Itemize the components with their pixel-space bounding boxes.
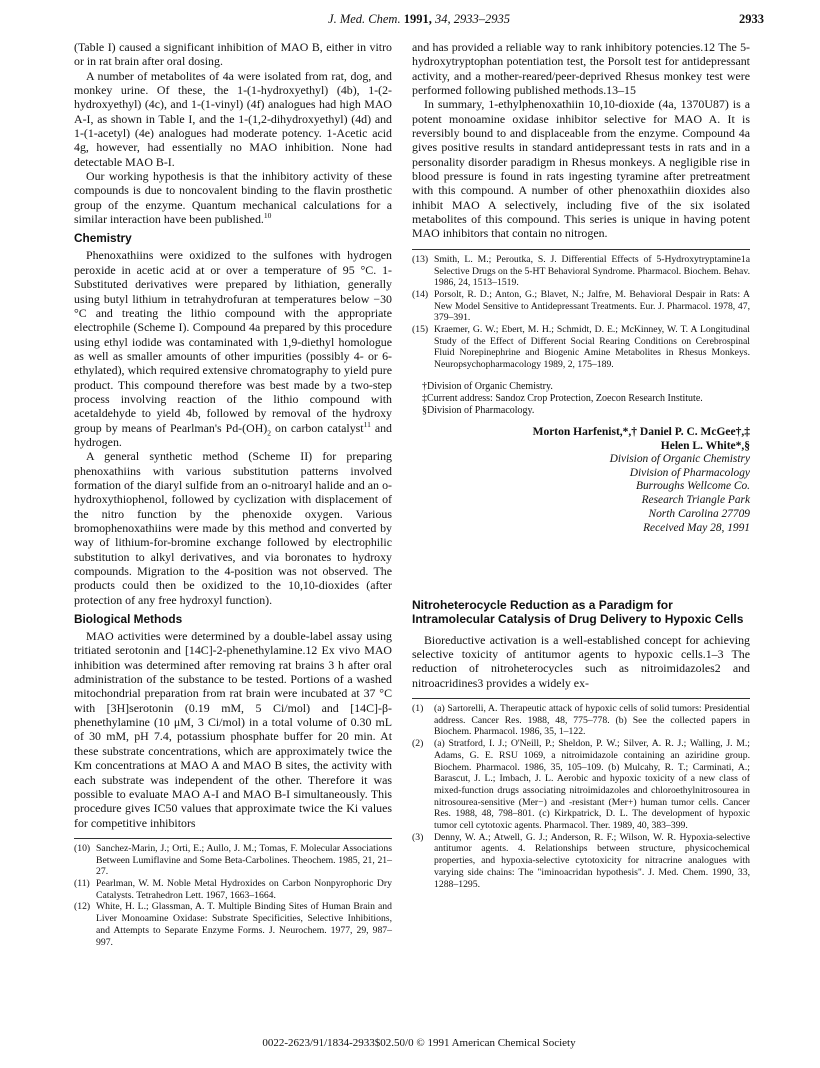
received-date: Received May 28, 1991 <box>643 521 750 534</box>
citation-sup: 10 <box>263 211 272 221</box>
ref-text: White, H. L.; Glassman, A. T. Multiple Binding Sites of Human Brain and Liver Monoamine Oxidase: Substrate Specificities, Selective Inhibitions, and Attempts to Separate Enzyme Forms. J. Neurochem. 1977, 29, 987–997. <box>96 901 392 948</box>
paragraph: A general synthetic method (Scheme II) for preparing phenoxathiins with various substitution patterns involved formation of the diaryl sulfide from an o-nitroaryl halide and an o-hydroxythiophenol, followed by cyclization with displacement of the nitro function by the phenoxide oxygen. Various bromophenoxathiins were made by this method and converted by way of lithium-for-bromine exchange followed by electrophilic substitution to alkyl derivatives, and via boronates to hydroxy compounds. Migration to the 4-position was not observed. The products could then be oxidized to the 10,10-dioxides (after protection of any free hydroxyl function). <box>74 449 392 607</box>
reference-list <box>412 698 750 890</box>
journal-volume: 34, <box>434 12 451 26</box>
affiliation-block <box>412 453 750 536</box>
paragraph <box>74 248 392 449</box>
affiliation-line: North Carolina 27709 <box>648 508 750 521</box>
ref-number: (3) <box>412 831 424 843</box>
reference-item <box>412 738 750 832</box>
footnote: ‡Current address: Sandoz Crop Protection, Zoecon Research Institute. <box>422 392 703 404</box>
journal-pages: 2933–2935 <box>453 12 510 26</box>
section-heading-biological-methods: Biological Methods <box>74 612 183 627</box>
reference-list <box>412 249 750 371</box>
affiliation-footnotes <box>412 381 750 417</box>
ref-number: (14) <box>412 288 429 300</box>
subscript: 2 <box>267 427 271 437</box>
paragraph-text: on carbon catalyst <box>271 420 364 435</box>
ref-number: (11) <box>74 877 90 889</box>
ref-number: (10) <box>74 842 91 854</box>
ref-text: Sanchez-Marin, J.; Orti, E.; Aullo, J. M.; Tomas, F. Molecular Associations Between Lumiflavine and Some Beta-Carbolines. Theochem. 1985, 21, 21–27. <box>96 842 392 878</box>
reference-item <box>74 843 392 878</box>
communication-title: Nitroheterocycle Reduction as a Paradigm for Intramolecular Catalysis of Drug Delivery to Hypoxic Cells <box>412 597 744 627</box>
section-heading-chemistry: Chemistry <box>74 231 132 246</box>
reference-item <box>412 832 750 891</box>
ref-number: (2) <box>412 738 424 750</box>
footnote: †Division of Organic Chemistry. <box>422 380 553 392</box>
paragraph: MAO activities were determined by a double-label assay using tritiated serotonin and [14C]-2-phenethylamine.12 Ex vivo MAO inhibition was determined after removing rat brains 3 h after oral administration of the substance to be tested. Portions of a washed mitochondrial preparation from rat brain were incubated at 37 °C with [3H]serotonin (0.19 mM, 5 Ci/mol) and [14C]-β-phenethylamine (10 μM, 3 Ci/mol) in a total volume of 0.30 mL of 30 mM, pH 7.4, potassium phosphate buffer for 20 min. At these substrate concentrations, which are approximately twice the Km concentrations at MAO A and MAO B sites, the activity with each substrate was independent of the other. Therefore it was possible to evaluate MAO A-I and MAO B-I simultaneously. This procedure gives IC50 values that approximate twice the Ki values for competitive inhibitors <box>74 629 392 830</box>
paragraph-text: Our working hypothesis is that the inhibitory activity of these compounds is due to noncovalent binding to the flavin prosthetic group of the enzyme. Quantum mechanical calculations for a similar interaction have been published. <box>74 169 392 227</box>
footnote: §Division of Pharmacology. <box>422 404 535 416</box>
ref-text: Denny, W. A.; Atwell, G. J.; Anderson, R. F.; Wilson, W. R. Hypoxia-selective antitumor agents. 4. Relationships between structure, physicochemical properties, and hypoxia-selective cytotoxicity for nitracrine analogues with varying side chains: The "iminoacridan hypothesis". J. Med. Chem. 1990, 33, 1288–1295. <box>434 831 750 890</box>
paragraph: A number of metabolites of 4a were isolated from rat, dog, and monkey urine. Of these, the 1-(1-hydroxyethyl) (4b), 1-(2-hydroxyethyl) (4c), and 1-(1-vinyl) (4f) analogues had high MAO A-I, as shown in Table I, and the 1-(1,2-dihydroxyethyl) (4d) and 1-(1-acetyl) (4e) analogues had moderate potency. 1-Acetic acid 4g, however, had essentially no MAO inhibition. None had detectable MAO B-I. <box>74 68 392 169</box>
citation-sup: 11 <box>363 419 371 429</box>
copyright-line: 0022-2623/91/1834-2933$02.50/0 © 1991 American Chemical Society <box>262 1037 576 1049</box>
running-header <box>74 12 764 32</box>
reference-item <box>412 703 750 738</box>
ref-number: (15) <box>412 324 429 336</box>
paragraph-text: Phenoxathiins were oxidized to the sulfones with hydrogen peroxide in acetic acid at or over a temperature of 95 °C. 1-Substituted derivatives were prepared by lithiation, generally using butyl lithium in tetrahydrofuran at temperatures below −30 °C and treating the lithio compound with the appropriate electrophile (Scheme I). Compound 4a prepared by this procedure using ethyl iodide was contaminated with 1,9-diethyl homologue as well as smaller amounts of other impurities (possibly 4- or 6-ethylated), which required extensive chromatography to yield pure product. This compound therefore was best made by a two-step process involving reaction of the lithio compound with acetaldehyde to yield 4b, followed by removal of the hydroxy group by means of Pearlman's Pd-(OH) <box>74 248 392 435</box>
journal-year: 1991, <box>403 12 432 26</box>
reference-list <box>74 838 392 948</box>
ref-number: (1) <box>412 703 424 714</box>
author-names: Morton Harfenist,*,† Daniel P. C. McGee†,‡ <box>532 425 750 438</box>
paragraph: and has provided a reliable way to rank inhibitory potencies.12 The 5-hydroxytryptophan potentiation test, the Porsolt test for antidepressant activity, and a mother-reared/peer-deprived Rhesus monkey test were performed following published methods.13–15 <box>412 40 750 98</box>
affiliation-line: Burroughs Wellcome Co. <box>635 480 750 493</box>
paragraph: Bioreductive activation is a well-established concept for achieving selective toxicity of antitumor agents to hypoxic cells.1–3 The reduction of nitroheterocycles such as nitroimidazoles2 and nitroacridines3 provides a widely ex- <box>412 632 750 690</box>
ref-number: (12) <box>74 901 91 913</box>
reference-item <box>412 324 750 371</box>
ref-number: (13) <box>412 253 429 265</box>
reference-item <box>412 254 750 289</box>
author-block <box>412 425 750 453</box>
ref-text: (a) Sartorelli, A. Therapeutic attack of hypoxic cells of solid tumors: Presidential address. Cancer Res. 1988, 48, 775–778. (b) See the collected papers in Biochem. Pharmacol. 1986, 35, 1–122. <box>434 703 750 738</box>
paragraph <box>74 169 392 226</box>
ref-text: Pearlman, W. M. Noble Metal Hydroxides on Carbon Nonpyrophoric Dry Catalysts. Tetrahedron Lett. 1967, 1663–1664. <box>96 877 392 901</box>
affiliation-line: Division of Pharmacology <box>629 466 750 479</box>
paragraph: (Table I) caused a significant inhibition of MAO B, either in vitro or in rat brain after oral dosing. <box>74 40 392 69</box>
paragraph-text: and hydrogen. <box>74 420 393 449</box>
journal-citation <box>74 12 764 27</box>
ref-text: Smith, L. M.; Peroutka, S. J. Differential Effects of 5-Hydroxytryptamine1a Selective Drugs on the 5-HT Behavioral Syndrome. Pharmacol. Biochem. Behav. 1986, 24, 1513–1519. <box>434 253 750 289</box>
reference-item <box>412 289 750 324</box>
left-column <box>74 40 392 948</box>
paragraph: In summary, 1-ethylphenoxathiin 10,10-dioxide (4a, 1370U87) is a potent monoamine oxidase inhibitor selective for MAO A. It is reversibly bound to and displaceable from the enzyme. Compound 4a gives positive results in standard antidepressant tests in rats and in a personality disorder paradigm in Rhesus monkeys. A negligible rise in blood pressure is found in rats ingesting tyramine after pretreatment with this compound. A number of other phenoxathiin dioxides also inhibit MAO A selectively, including five of the six isolated metabolites of this compound. This series is unique in having potent MAO inhibitors that contain no nitrogen. <box>412 97 750 241</box>
ref-text: Porsolt, R. D.; Anton, G.; Blavet, N.; Jalfre, M. Behavioral Despair in Rats: A New Model Sensitive to Antidepressant Treatments. Eur. J. Pharmacol. 1978, 47, 379–391. <box>434 288 750 324</box>
reference-item <box>74 901 392 948</box>
ref-text: Kraemer, G. W.; Ebert, M. H.; Schmidt, D. E.; McKinney, W. T. A Longitudinal Study of the Effect of Different Social Rearing Conditions on Cerebrospinal Fluid Norepinephrine and Biogenic Amine Metabolites in Rhesus Monkeys. Neuropsychopharmacology 1989, 2, 175–189. <box>434 324 750 371</box>
affiliation-line: Division of Organic Chemistry <box>609 452 750 465</box>
affiliation-line: Research Triangle Park <box>641 494 750 507</box>
author-names: Helen L. White*,§ <box>660 439 750 452</box>
ref-text: (a) Stratford, I. J.; O'Neill, P.; Sheldon, P. W.; Silver, A. R. J.; Walling, J. M.; Adams, G. E. RSU 1069, a nitroimidazole containing an aziridine group. Biochem. Pharmacol. 1986, 35, 105–109. (b) Mulcahy, R. T.; Carminati, A.; Barascut, J. L.; Imbach, J. L. Aerobic and hypoxic toxicity of a new class of mixed-function drugs associating nitroimidazoles and chloroethylnitrosourea in nitrosourea-sensitive (Mer−) and -resistant (Mer+) human tumor cells. Cancer Res. 1988, 48, 798–801. (c) Kirkpatrick, D. L. The development of hypoxic tumor cell cytotoxic agents. Pharmacol. Ther. 1989, 40, 383–399. <box>434 738 750 832</box>
journal-name: J. Med. Chem. <box>328 12 401 26</box>
reference-item <box>74 878 392 901</box>
page-number: 2933 <box>739 12 764 26</box>
right-column <box>412 40 750 890</box>
